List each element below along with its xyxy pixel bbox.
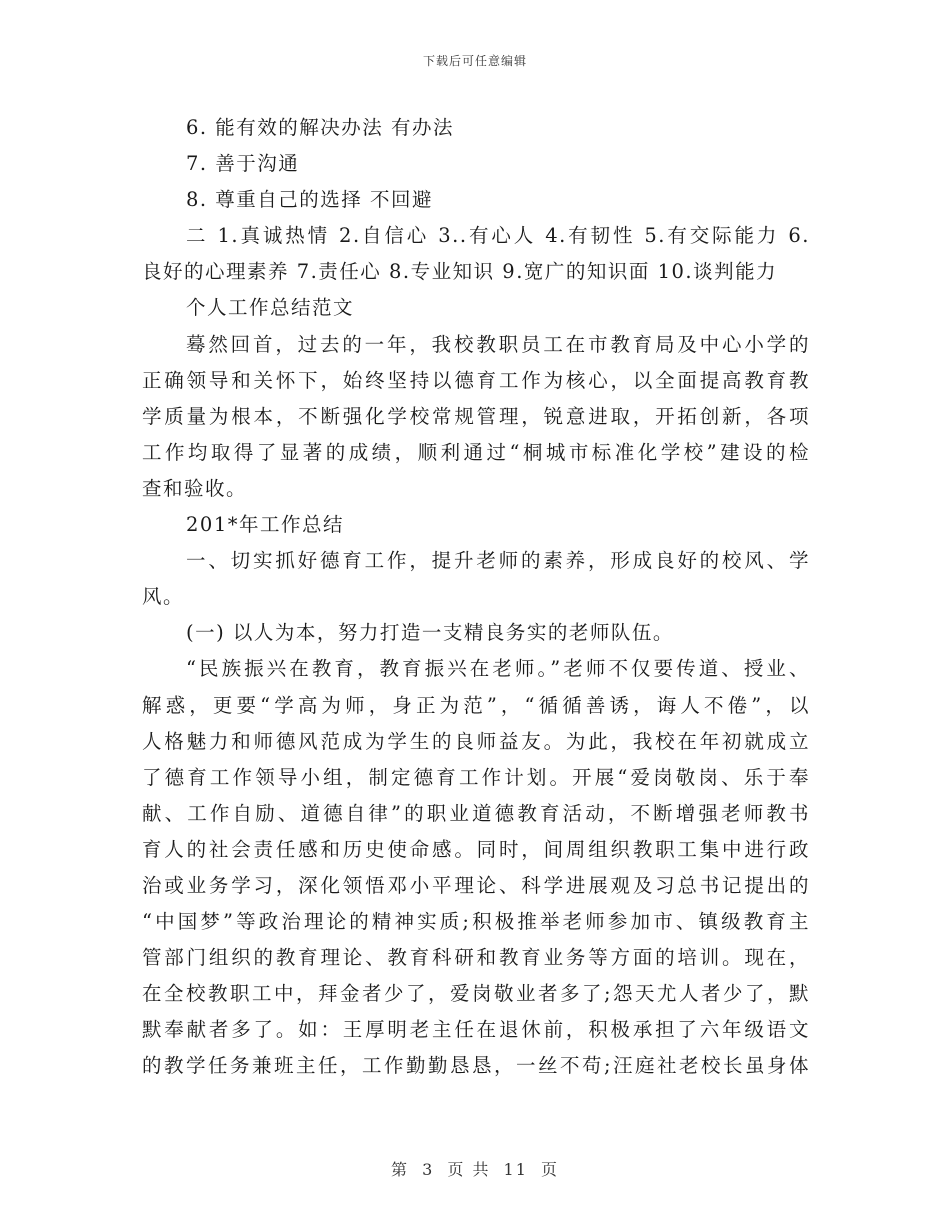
text-line: 育人的社会责任感和历史使命感。同时，间周组织教职工集中进行政: [142, 837, 810, 861]
text-line: (一) 以人为本，努力打造一支精良务实的老师队伍。: [186, 621, 674, 645]
header-note: 下载后可任意编辑: [422, 54, 527, 68]
text-line: 治或业务学习，深化领悟邓小平理论、科学进展观及习总书记提出的: [142, 873, 810, 897]
text-line: 8. 尊重自己的选择 不回避: [186, 188, 434, 212]
text-line: 良好的心理素养 7.责任心 8.专业知识 9.宽广的知识面 10.谈判能力: [142, 260, 778, 284]
footer-total-pages: 11: [503, 1160, 528, 1179]
text-line: 二 1.真诚热情 2.自信心 3..有心人 4.有韧性 5.有交际能力 6.: [186, 224, 810, 248]
text-line: 蓦然回首，过去的一年，我校教职员工在市教育局及中心小学的: [186, 332, 810, 356]
text-line: 查和验收。: [142, 476, 248, 500]
text-line: 解惑，更要“学高为师，身正为范”，“循循善诱，诲人不倦”，以: [142, 693, 810, 717]
page-header: [0, 52, 950, 69]
text-line: 默奉献者多了。如：王厚明老主任在退休前，积极承担了六年级语文: [142, 1018, 810, 1042]
footer-suffix: 页: [541, 1160, 560, 1179]
text-line: 工作均取得了显著的成绩，顺利通过“桐城市标准化学校”建设的检: [142, 440, 810, 464]
text-line: 人格魅力和师德风范成为学生的良师益友。为此，我校在年初就成立: [142, 729, 810, 753]
text-line: 6. 能有效的解决办法 有办法: [186, 116, 455, 139]
text-line: “民族振兴在教育，教育振兴在老师。”老师不仅要传道、授业、: [186, 657, 810, 681]
page-footer: [0, 1157, 950, 1180]
text-line: 的教学任务兼班主任，工作勤勤恳恳，一丝不苟;汪庭社老校长虽身体: [142, 1054, 810, 1078]
text-line: 个人工作总结范文: [186, 296, 355, 320]
document-body: [142, 110, 810, 1085]
text-line: 一、切实抓好德育工作，提升老师的素养，形成良好的校风、学: [186, 549, 810, 573]
text-line: 7. 善于沟通: [186, 152, 300, 176]
text-line: 风。: [142, 585, 185, 609]
text-line: “中国梦”等政治理论的精神实质;积极推举老师参加市、镇级教育主: [142, 910, 810, 934]
text-line: 在全校教职工中，拜金者少了，爱岗敬业者多了;怨天尤人者少了，默: [142, 982, 810, 1006]
footer-middle: 页 共: [447, 1160, 491, 1179]
text-line: 学质量为根本，不断强化学校常规管理，锐意进取，开拓创新，各项: [142, 404, 810, 428]
text-line: 管部门组织的教育理论、教育科研和教育业务等方面的培训。现在，: [142, 946, 810, 970]
footer-prefix: 第: [390, 1160, 409, 1179]
text-line: 正确领导和关怀下，始终坚持以德育工作为核心，以全面提高教育教: [142, 368, 810, 392]
text-line: 献、工作自励、道德自律”的职业道德教育活动，不断增强老师教书: [142, 801, 810, 825]
footer-current-page: 3: [422, 1160, 435, 1179]
text-line: 了德育工作领导小组，制定德育工作计划。开展“爱岗敬岗、乐于奉: [142, 765, 810, 789]
text-line: 201*年工作总结: [186, 513, 344, 537]
